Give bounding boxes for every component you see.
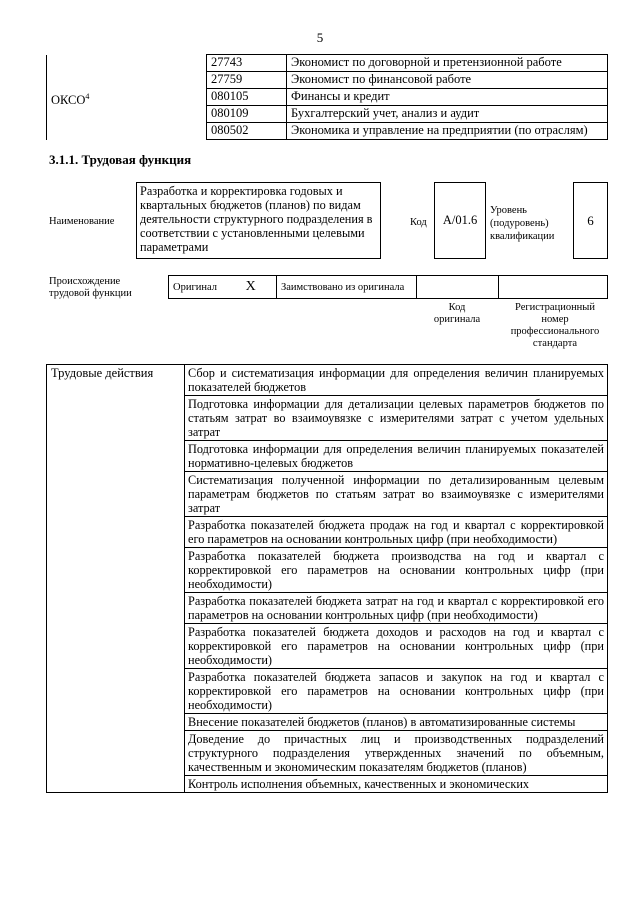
action-item: Сбор и систематизация информации для определения величин планируемых показателей бюджетов [185,365,608,396]
okso-code: 27759 [207,72,287,89]
action-item: Внесение показателей бюджетов (планов) в автоматизированные системы [185,714,608,731]
qualification-level: 6 [573,182,608,259]
code-original-label-line: Код [448,302,466,313]
page-number: 5 [316,30,324,45]
okso-code: 27743 [207,55,287,72]
reg-number-label-line: профессионального [510,326,600,337]
okso-title: Бухгалтерский учет, анализ и аудит [287,106,608,123]
action-item: Контроль исполнения объемных, качественных и экономических [185,776,608,793]
table-row [47,365,608,396]
action-item: Разработка показателей бюджета производства на год и квартал с корректировкой его параметров на основании контрольных цифр (при необходимости) [185,548,608,593]
okso-code: 080109 [207,106,287,123]
function-name: Разработка и корректировка годовых и квартальных бюджетов (планов) по видам деятельности структурного подразделения в соответствии с установленными целевыми параметрами [136,182,381,259]
okso-code: 080105 [207,89,287,106]
action-item: Доведение до причастных лиц и производственных подразделений структурного подразделения утвержденных значений по объемным, качественным и экономическим показателям бюджетов (планов) [185,731,608,776]
okso-label: ОКСО [51,92,86,107]
reg-number-label-line: стандарта [532,338,578,349]
origin-label-line: Происхождение [49,276,121,287]
okso-title: Финансы и кредит [287,89,608,106]
action-item: Разработка показателей бюджета продаж на год и квартал с корректировкой его параметров на основании контрольных цифр (при необходимости) [185,517,608,548]
actions-label: Трудовые действия [47,365,185,793]
okso-code: 080502 [207,123,287,140]
action-item: Разработка показателей бюджета запасов и закупок на год и квартал с корректировкой его параметров на основании контрольных цифр (при необходимости) [185,669,608,714]
okso-title: Экономист по финансовой работе [287,72,608,89]
action-item: Систематизация полученной информации по детализированным целевым параметрам бюджетов по статьям затрат во взаимоувязке с измерителями затрат [185,472,608,517]
okso-title: Экономист по договорной и претензионной работе [287,55,608,72]
okso-footnote: 4 [85,91,90,101]
section-title: 3.1.1. Трудовая функция [49,152,192,167]
code-original-label-line: оригинала [433,314,481,325]
level-label-line: квалификации [490,231,555,242]
okso-title: Экономика и управление на предприятии (по отраслям) [287,123,608,140]
name-label: Наименование [49,216,115,227]
code-label: Код [410,217,427,228]
action-item: Разработка показателей бюджета затрат на год и квартал с корректировкой его параметров на основании контрольных цифр (при необходимости) [185,593,608,624]
level-label-line: Уровень [490,205,527,216]
action-item: Разработка показателей бюджета доходов и расходов на год и квартал с корректировкой его параметров на основании контрольных цифр (при необходимости) [185,624,608,669]
reg-number-label-line: Регистрационный [515,302,595,313]
level-label-line: (подуровень) [490,218,549,229]
borrowed-label: Заимствовано из оригинала [277,276,417,299]
origin-label-line: трудовой функции [49,288,132,299]
actions-table [46,364,608,793]
action-item: Подготовка информации для определения величин планируемых показателей нормативно-целевых бюджетов [185,441,608,472]
original-mark: X [245,279,256,294]
function-code: А/01.6 [434,182,486,259]
action-item: Подготовка информации для детализации целевых параметров бюджетов по статьям затрат во взаимоувязке с измерителями затрат с учетом удельных затрат [185,396,608,441]
reg-number-label-line: номер [541,314,569,325]
original-label: Оригинал [173,282,217,293]
